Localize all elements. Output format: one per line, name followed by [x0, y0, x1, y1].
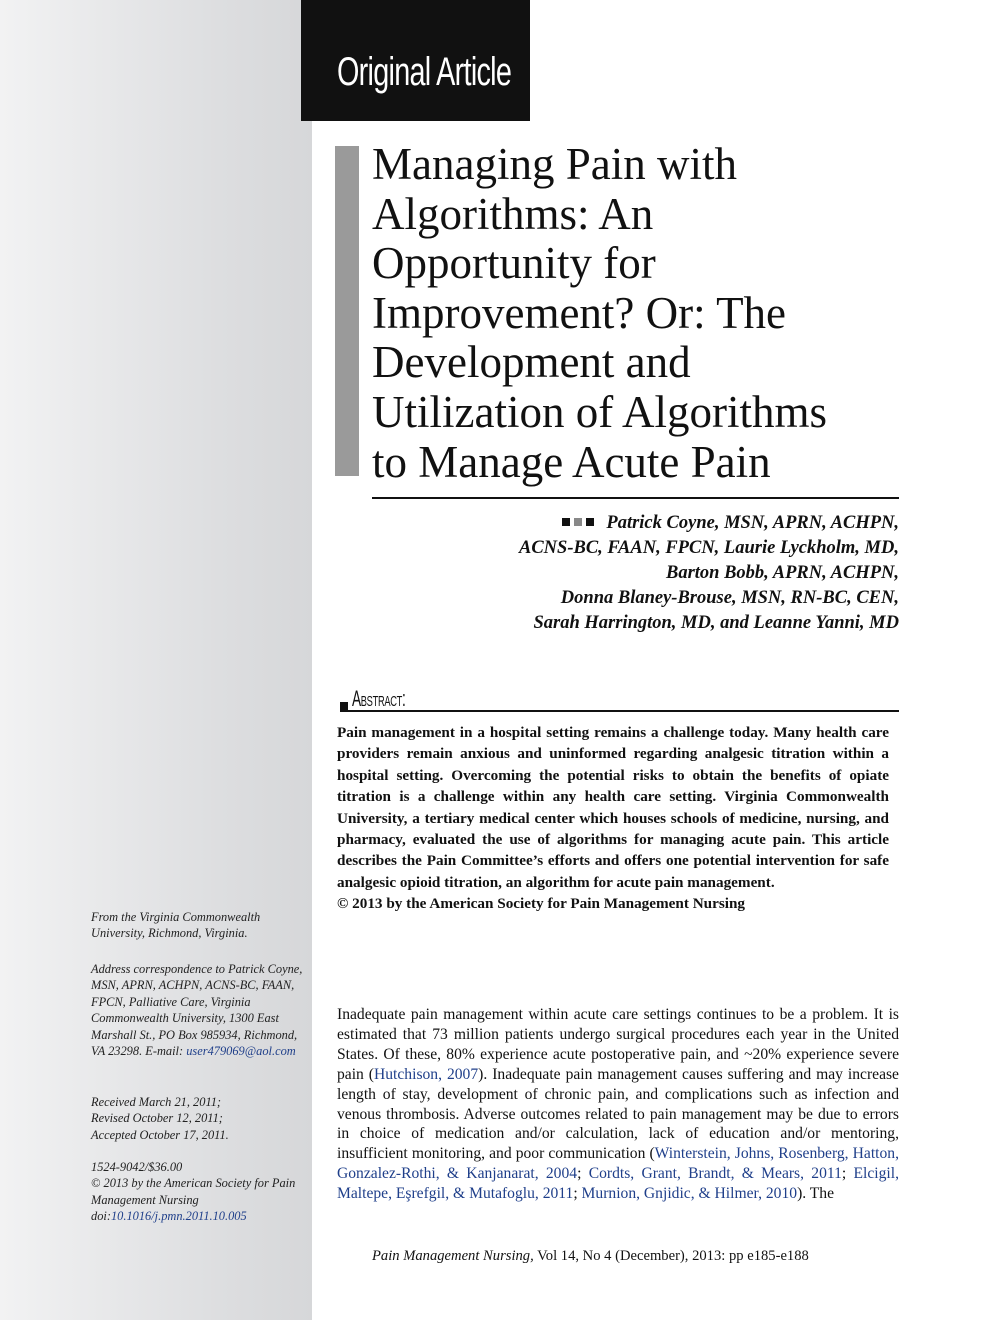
bullet-square-icon — [562, 518, 570, 526]
email-link[interactable]: user479069@aol.com — [186, 1044, 296, 1059]
received-date: Received March 21, 2011; — [91, 1095, 222, 1109]
correspondence-note: Address correspondence to Patrick Coyne, MSN, APRN, ACHPN, ACNS-BC, FAAN, FPCN, Palliative Care, Virginia Commonwealth University, 1300 East Marshall St., PO Box 985934, Richmond, VA 23298. E-mail: user479069@aol.com — [91, 962, 303, 1059]
sidebar-copyright: © 2013 by the American Society for Pain Management Nursing — [91, 1176, 296, 1207]
abstract-heading-label: Abstract: — [352, 686, 406, 711]
abstract-copyright: © 2013 by the American Society for Pain Management Nursing — [337, 895, 746, 913]
citation-link[interactable]: Cordts, Grant, Brandt, & Mears, 2011 — [588, 1165, 842, 1183]
journal-issue: Vol 14, No 4 (December), 2013: pp e185-e188 — [533, 1248, 809, 1264]
body-paragraph: Inadequate pain management within acute care settings continues to be a problem. It is estimated that 73 million patients undergo surgical procedures each year in the United States. Of these, 80% experience acute postoperative pain, and ~20% experience severe pain (Hutchison, 2007). Inadequate pain management causes suffering and may increase length of stay, development of chronic pain, and complications such as infection and venous thrombosis. Adverse outcomes related to pain management may be due to errors in choice of medication and/or calculation, lack of education and/or mentoring, insufficient monitoring, and poor communication (Winterstein, Johns, Rosenberg, Hatton, Gonzalez-Rothi, & Kanjanarat, 2004; Cordts, Grant, Brandt, & Mears, 2011; Elcigil, Maltepe, Eşrefgil, & Mutafoglu, 2011; Murnion, Gnjidic, & Hilmer, 2010). The — [337, 1006, 899, 1203]
article-type-label: Original Article — [337, 50, 512, 94]
journal-footer — [372, 1248, 809, 1265]
abstract-text — [337, 722, 889, 915]
dates-note — [91, 1094, 313, 1143]
citation-link[interactable]: Elcigil, Maltepe, Eşrefgil, & Mutafoglu, 2011 — [337, 1165, 899, 1203]
revised-date: Revised October 12, 2011; — [91, 1111, 223, 1126]
article-type-banner — [301, 0, 530, 121]
bullet-square-icon — [574, 518, 582, 526]
accepted-date: Accepted October 17, 2011. — [91, 1127, 229, 1142]
publication-note: 1524-9042/$36.00 © 2013 by the American Society for Pain Management Nursing doi:10.1016/j.pmn.2011.10.005 — [91, 1160, 296, 1224]
author-line: Barton Bobb, APRN, ACHPN, — [665, 563, 899, 583]
title-divider — [372, 497, 899, 499]
abstract-body: Pain management in a hospital setting remains a challenge today. Many health care providers remain anxious and uninformed regarding analgesic titration within a hospital setting. Overcoming the potential risks to obtain the benefits of opiate titration is a challenge within any health care setting. Virginia Commonwealth University, a tertiary medical center which houses schools of medicine, nursing, and pharmacy, evaluated the use of algorithms for managing acute pain. This article describes the Pain Committee’s efforts and offers one potential intervention for safe analgesic opioid titration, an algorithm for acute pain management. — [337, 724, 889, 891]
doi-link[interactable]: 10.1016/j.pmn.2011.10.005 — [110, 1209, 247, 1224]
citation-link[interactable]: Winterstein, Johns, Rosenberg, Hatton, Gonzalez-Rothi, & Kanjanarat, 2004 — [337, 1145, 899, 1183]
bullet-square-icon — [586, 518, 594, 526]
citation-link[interactable]: Hutchison, 2007 — [374, 1065, 479, 1083]
journal-name: Pain Management Nursing, — [372, 1248, 534, 1264]
author-line: Sarah Harrington, MD, and Leanne Yanni, MD — [533, 613, 899, 633]
price-code: 1524-9042/$36.00 — [91, 1160, 183, 1174]
author-line: Donna Blaney-Brouse, MSN, RN-BC, CEN, — [560, 588, 899, 608]
affiliation-note: From the Virginia Commonwealth University, Richmond, Virginia. — [91, 910, 261, 941]
abstract-bullet-icon — [340, 702, 348, 710]
article-title: Managing Pain with Algorithms: An Opportunity for Improvement? Or: The Development and Utilization of Algorithms to Manage Acute Pain — [372, 139, 827, 487]
abstract-divider — [340, 710, 899, 712]
author-line: ACNS-BC, FAAN, FPCN, Laurie Lyckholm, MD, — [519, 538, 899, 558]
title-accent-bar — [335, 146, 359, 476]
citation-link[interactable]: Murnion, Gnjidic, & Hilmer, 2010 — [581, 1185, 798, 1203]
author-line: Patrick Coyne, MSN, APRN, ACHPN, — [339, 511, 899, 536]
author-list — [339, 511, 899, 636]
